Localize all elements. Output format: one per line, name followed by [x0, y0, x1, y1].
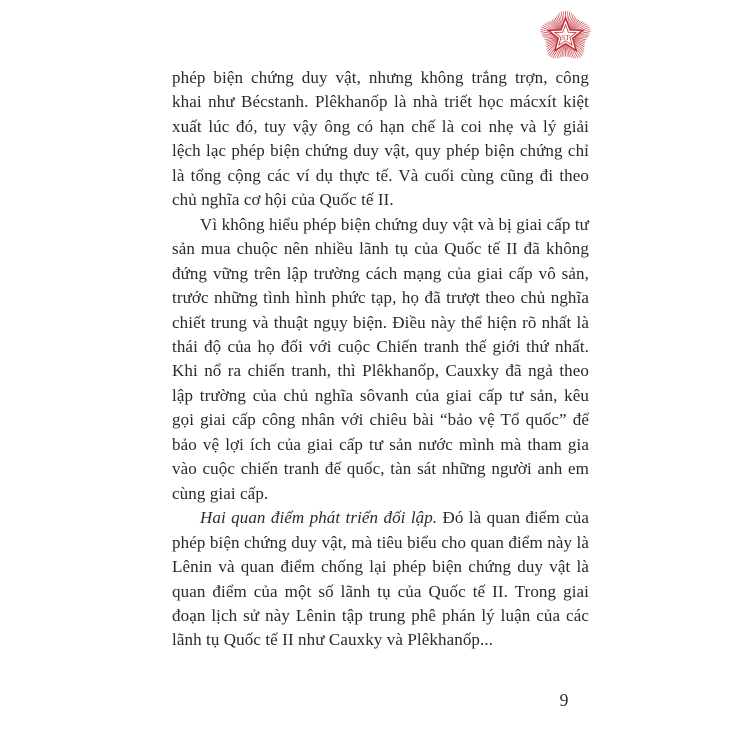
publisher-monogram: ST [561, 33, 570, 42]
star-sunburst-svg [539, 11, 592, 63]
paragraph-3 [172, 506, 589, 653]
paragraph-1: phép biện chứng duy vật, nhưng không trắng trợn, công khai như Bécstanh. Plêkhanốp là nhà triết học mácxít kiệt xuất lúc đó, tuy vậy ông có hạn chế là coi nhẹ và lý giải lệch lạc phép biện chứng duy vật, quy phép biện chứng chỉ là tổng cộng các ví dụ thực tế. Và cuối cùng cũng đi theo chủ nghĩa cơ hội của Quốc tế II. [172, 68, 589, 210]
paragraph-3-body: Đó là quan điểm của phép biện chứng duy vật, mà tiêu biểu cho quan điểm này là Lênin và quan điểm chống lại phép biện chứng duy vật là quan điểm của một số lãnh tụ của Quốc tế II. Trong giai đoạn lịch sử này Lênin tập trung phê phán lý luận của các lãnh tụ Quốc tế II như Cauxky và Plêkhanốp... [172, 508, 589, 650]
publisher-star-emblem-icon [539, 11, 592, 63]
page-number: 9 [559, 690, 569, 710]
paragraph-3-italic-lead: Hai quan điểm phát triển đối lập. [200, 508, 438, 528]
page-text-block [172, 66, 589, 653]
paragraph-2: Vì không hiểu phép biện chứng duy vật và bị giai cấp tư sản mua chuộc nên nhiều lãnh tụ của Quốc tế II đã không đứng vững trên lập trường cách mạng của giai cấp vô sản, trước những tình hình phức tạp, họ đã trượt theo chủ nghĩa chiết trung và thuật ngụy biện. Điều này thể hiện rõ nhất là thái độ của họ đối với cuộc Chiến tranh thế giới thứ nhất. Khi nổ ra chiến tranh, thì Plêkhanốp, Cauxky đã ngả theo lập trường của chủ nghĩa sôvanh của giai cấp tư sản, kêu gọi giai cấp công nhân với chiêu bài “bảo vệ Tổ quốc” để bảo vệ lợi ích của giai cấp tư sản nước mình mà tham gia vào cuộc chiến tranh đế quốc, tàn sát những người anh em cùng giai cấp. [172, 214, 589, 503]
